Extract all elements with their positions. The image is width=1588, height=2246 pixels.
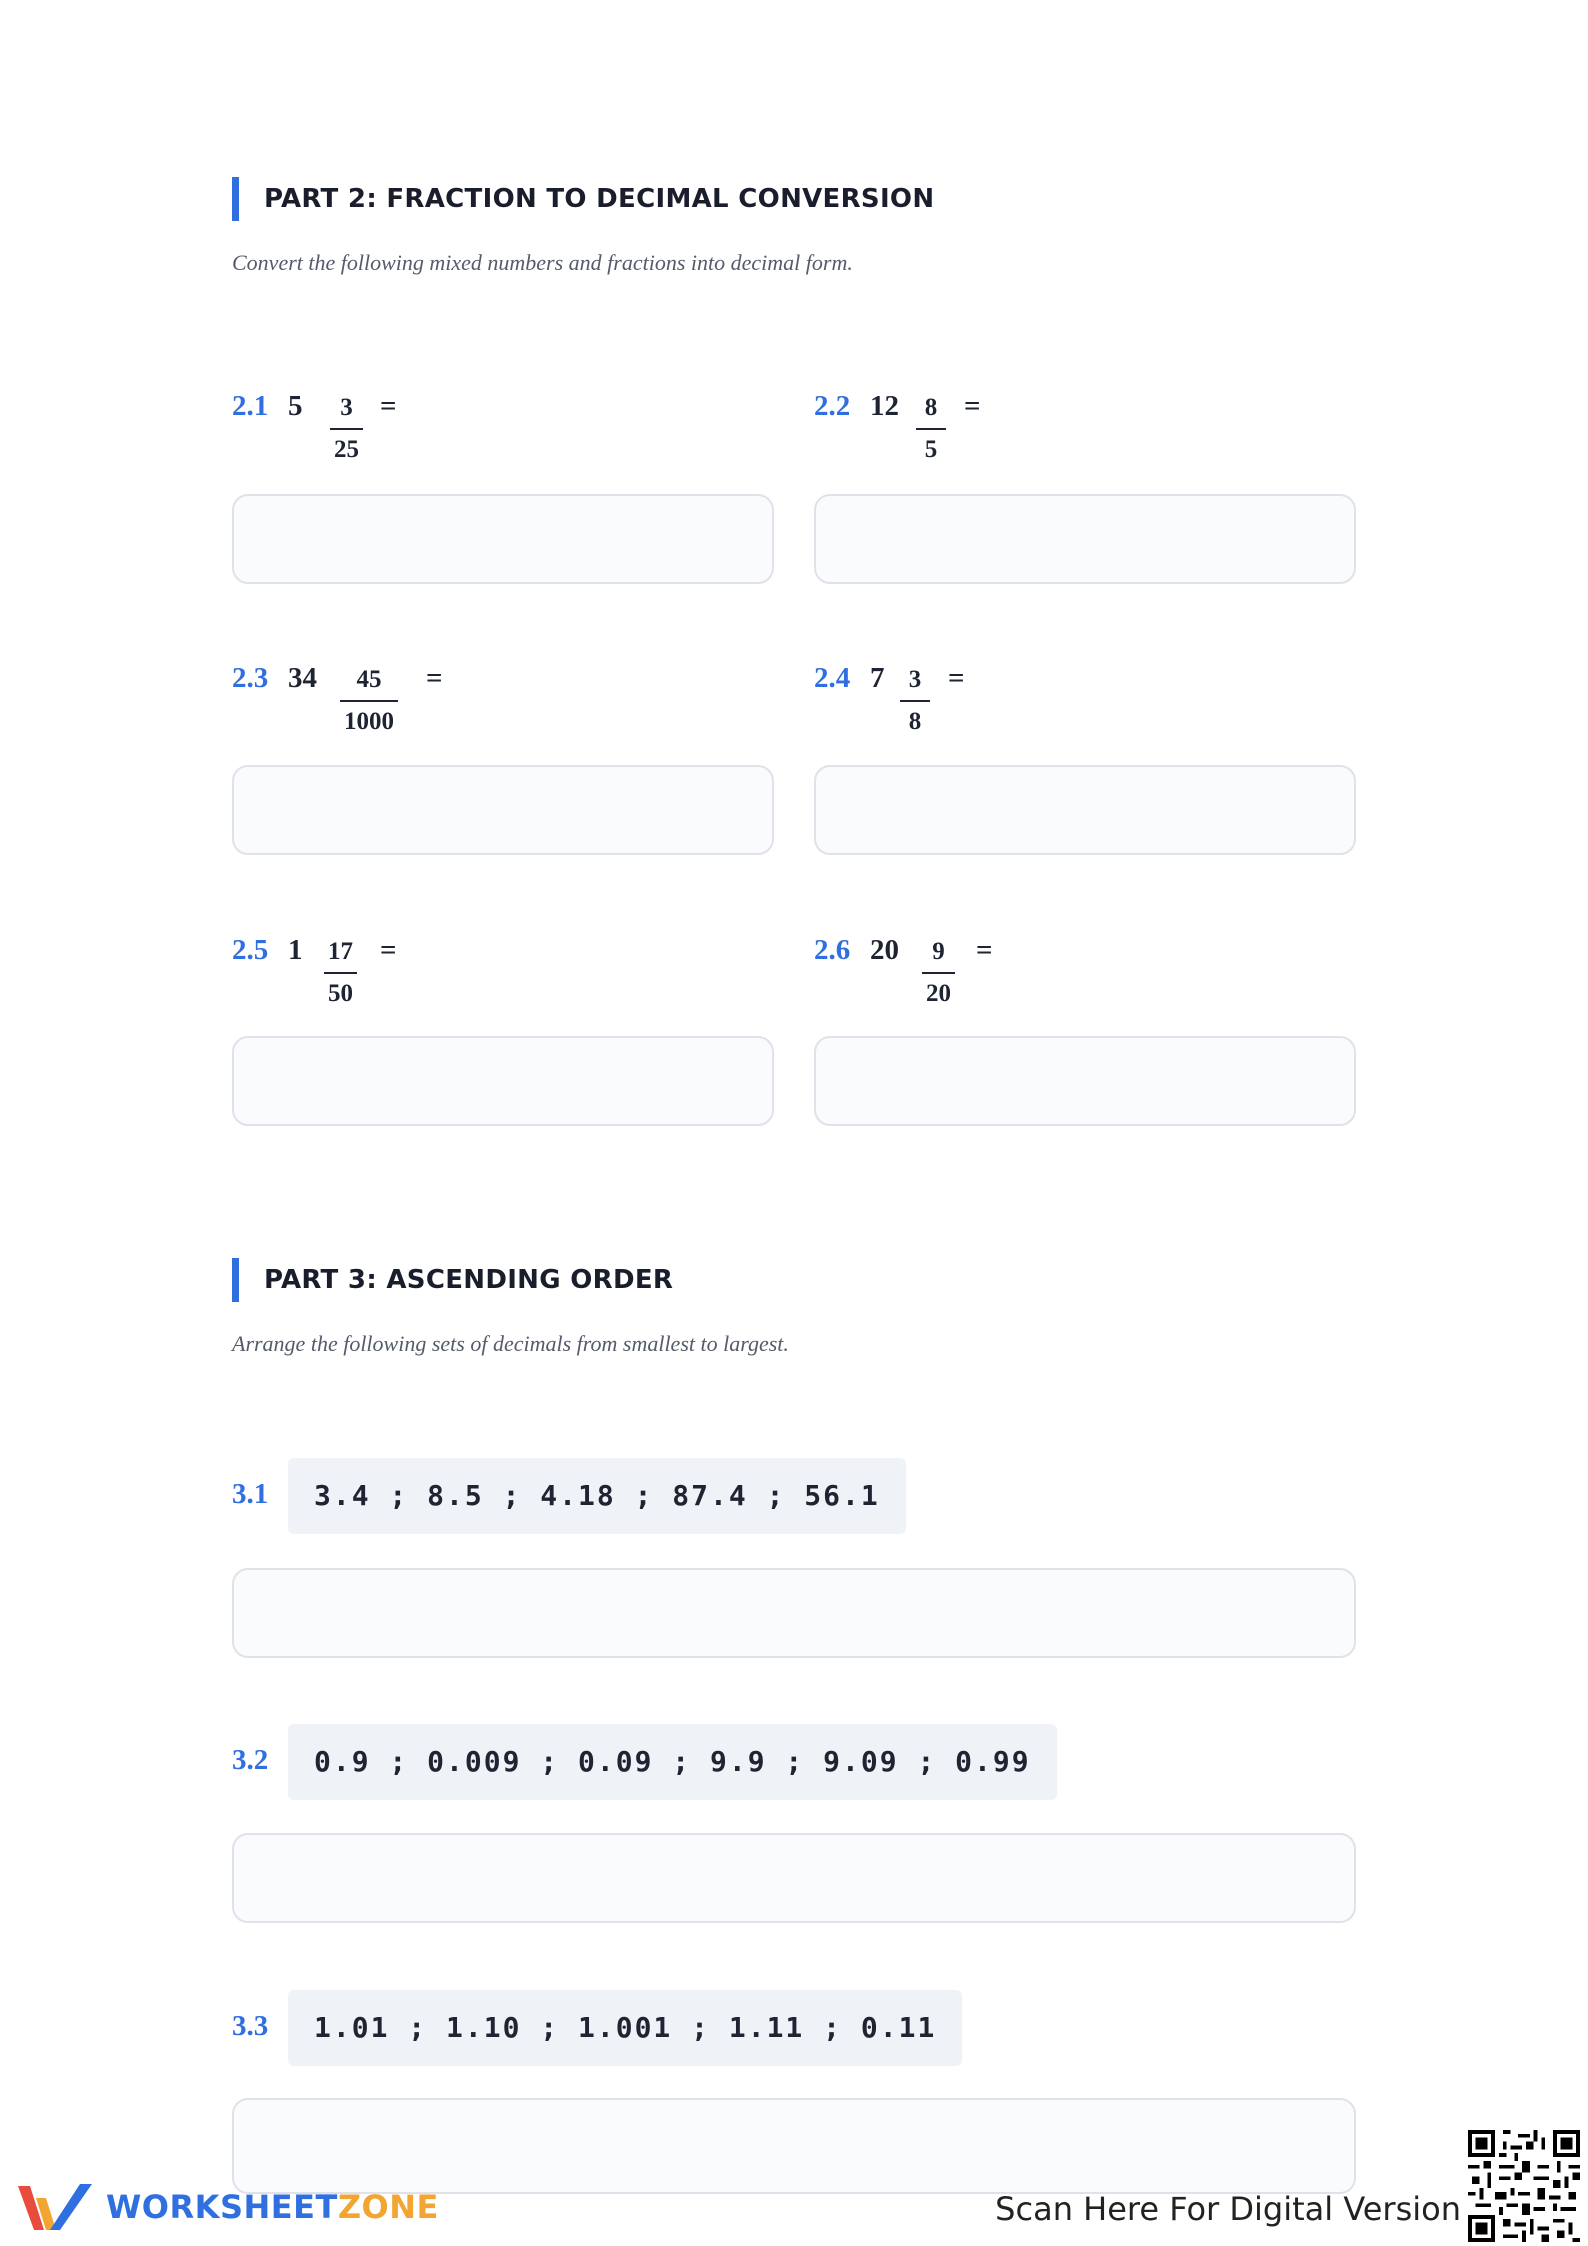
fraction-bar [340, 700, 398, 702]
numerator: 9 [932, 938, 945, 965]
qr-code-icon[interactable] [1468, 2130, 1580, 2242]
decimal-set-3-1: 3.4 ; 8.5 ; 4.18 ; 87.4 ; 56.1 [288, 1458, 906, 1534]
question-number: 2.2 [814, 390, 851, 422]
section-accent-bar [232, 177, 239, 221]
fraction [898, 666, 932, 736]
whole-number: 7 [870, 662, 885, 694]
section-accent-bar [232, 1258, 239, 1302]
part3-instruction: Arrange the following sets of decimals from smallest to largest. [232, 1331, 789, 1356]
numerator: 17 [328, 938, 353, 965]
part2-title: PART 2: FRACTION TO DECIMAL CONVERSION [264, 184, 935, 214]
whole-number: 34 [288, 662, 317, 694]
fraction [322, 938, 359, 1008]
answer-box-3-1[interactable] [232, 1568, 1356, 1658]
answer-box-2-2[interactable] [814, 494, 1356, 584]
denominator: 1000 [344, 708, 394, 735]
fraction-bar [330, 428, 363, 430]
numerator: 8 [924, 394, 938, 421]
equals-sign: = [380, 390, 397, 422]
question-number-3-2: 3.2 [232, 1744, 269, 1776]
scan-caption: Scan Here For Digital Version [995, 2190, 1461, 2228]
question-2-4 [814, 650, 1334, 740]
question-2-5 [232, 922, 752, 1012]
fraction-bar [324, 972, 357, 974]
logo-word-2: ZONE [337, 2188, 439, 2226]
question-2-2 [814, 378, 1334, 468]
fraction-bar [916, 428, 946, 430]
question-number: 2.5 [232, 934, 269, 966]
answer-box-2-4[interactable] [814, 765, 1356, 855]
answer-box-2-5[interactable] [232, 1036, 774, 1126]
question-number: 2.4 [814, 662, 851, 694]
logo-mark-icon [16, 2180, 96, 2236]
numerator: 45 [356, 666, 382, 693]
logo-wordmark [106, 2188, 439, 2226]
decimal-set-3-2: 0.9 ; 0.009 ; 0.09 ; 9.9 ; 9.09 ; 0.99 [288, 1724, 1057, 1800]
fraction [914, 394, 948, 464]
decimal-set-3-3: 1.01 ; 1.10 ; 1.001 ; 1.11 ; 0.11 [288, 1990, 962, 2066]
question-number: 2.3 [232, 662, 269, 694]
denominator: 8 [908, 708, 922, 735]
question-number: 2.6 [814, 934, 851, 966]
denominator: 50 [328, 980, 353, 1007]
equals-sign: = [964, 390, 981, 422]
answer-box-3-2[interactable] [232, 1833, 1356, 1923]
denominator: 20 [926, 980, 951, 1007]
answer-box-2-6[interactable] [814, 1036, 1356, 1126]
question-number-3-1: 3.1 [232, 1478, 269, 1510]
question-number: 2.1 [232, 390, 269, 422]
question-2-3 [232, 650, 752, 740]
answer-box-2-1[interactable] [232, 494, 774, 584]
whole-number: 1 [288, 934, 303, 966]
worksheetzone-logo[interactable] [16, 2180, 439, 2240]
fraction [328, 394, 365, 464]
logo-word-1: WORKSHEET [106, 2188, 338, 2226]
numerator: 3 [340, 394, 353, 421]
equals-sign: = [976, 934, 993, 966]
whole-number: 5 [288, 390, 303, 422]
fraction [920, 938, 957, 1008]
fraction [338, 666, 400, 736]
denominator: 25 [334, 436, 359, 463]
part2-instruction: Convert the following mixed numbers and fractions into decimal form. [232, 250, 853, 275]
question-number-3-3: 3.3 [232, 2010, 269, 2042]
equals-sign: = [380, 934, 397, 966]
fraction-bar [922, 972, 955, 974]
equals-sign: = [948, 662, 965, 694]
question-2-1 [232, 378, 752, 468]
fraction-bar [900, 700, 930, 702]
numerator: 3 [908, 666, 922, 693]
denominator: 5 [924, 436, 938, 463]
part3-title: PART 3: ASCENDING ORDER [264, 1265, 674, 1295]
answer-box-2-3[interactable] [232, 765, 774, 855]
whole-number: 20 [870, 934, 899, 966]
question-2-6 [814, 922, 1334, 1012]
equals-sign: = [426, 662, 443, 694]
whole-number: 12 [870, 390, 899, 422]
